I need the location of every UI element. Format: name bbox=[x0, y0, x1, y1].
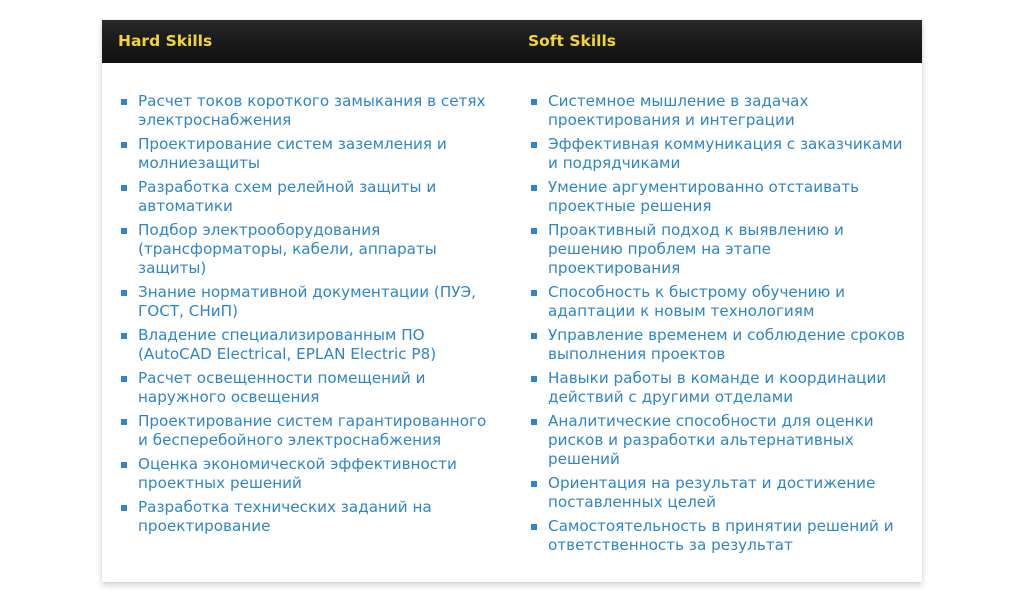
list-item bbox=[528, 474, 908, 512]
soft-skill-text: Способность к быстрому обучению и адаптации к новым технологиям bbox=[548, 283, 846, 320]
list-item bbox=[528, 221, 908, 278]
soft-skill-text: Системное мышление в задачах проектирования и интеграции bbox=[548, 92, 809, 129]
hard-skill-text: Расчет токов короткого замыкания в сетях электроснабжения bbox=[138, 92, 486, 129]
list-item bbox=[528, 326, 908, 364]
list-item bbox=[118, 326, 498, 364]
hard-skill-text: Проектирование систем заземления и молниезащиты bbox=[138, 135, 447, 172]
soft-skills-list bbox=[528, 92, 908, 555]
square-bullet-icon bbox=[121, 290, 127, 296]
square-bullet-icon bbox=[531, 376, 537, 382]
hard-skill-text: Разработка технических заданий на проектирование bbox=[138, 498, 432, 535]
hard-skill-text: Подбор электрооборудования (трансформаторы, кабели, аппараты защиты) bbox=[138, 221, 437, 277]
list-item bbox=[118, 135, 498, 173]
square-bullet-icon bbox=[121, 419, 127, 425]
soft-skill-text: Управление временем и соблюдение сроков выполнения проектов bbox=[548, 326, 906, 363]
square-bullet-icon bbox=[531, 333, 537, 339]
square-bullet-icon bbox=[121, 376, 127, 382]
hard-skills-heading: Hard Skills bbox=[118, 32, 213, 50]
square-bullet-icon bbox=[121, 185, 127, 191]
soft-skill-text: Проактивный подход к выявлению и решению проблем на этапе проектирования bbox=[548, 221, 844, 277]
hard-skill-text: Знание нормативной документации (ПУЭ, ГОСТ, СНиП) bbox=[138, 283, 476, 320]
hard-skill-text: Проектирование систем гарантированного и бесперебойного электроснабжения bbox=[138, 412, 487, 449]
square-bullet-icon bbox=[531, 185, 537, 191]
list-item bbox=[528, 92, 908, 130]
list-item bbox=[118, 412, 498, 450]
hard-skill-text: Расчет освещенности помещений и наружного освещения bbox=[138, 369, 426, 406]
square-bullet-icon bbox=[531, 524, 537, 530]
soft-skill-text: Эффективная коммуникация с заказчиками и подрядчиками bbox=[548, 135, 903, 172]
soft-skill-text: Ориентация на результат и достижение поставленных целей bbox=[548, 474, 876, 511]
hard-skills-list bbox=[118, 92, 498, 536]
square-bullet-icon bbox=[121, 462, 127, 468]
list-item bbox=[528, 283, 908, 321]
list-item bbox=[118, 369, 498, 407]
list-item bbox=[118, 498, 498, 536]
square-bullet-icon bbox=[531, 228, 537, 234]
hard-skill-text: Разработка схем релейной защиты и автоматики bbox=[138, 178, 437, 215]
list-item bbox=[118, 455, 498, 493]
soft-skill-text: Навыки работы в команде и координации действий с другими отделами bbox=[548, 369, 887, 406]
square-bullet-icon bbox=[531, 419, 537, 425]
square-bullet-icon bbox=[531, 481, 537, 487]
soft-skill-text: Самостоятельность в принятии решений и ответственность за результат bbox=[548, 517, 894, 554]
hard-skills-column bbox=[102, 92, 512, 560]
list-item bbox=[528, 517, 908, 555]
square-bullet-icon bbox=[121, 333, 127, 339]
list-item bbox=[528, 412, 908, 469]
square-bullet-icon bbox=[531, 142, 537, 148]
list-item bbox=[528, 178, 908, 216]
list-item bbox=[528, 135, 908, 173]
soft-skill-text: Умение аргументированно отстаивать проектные решения bbox=[548, 178, 860, 215]
square-bullet-icon bbox=[531, 290, 537, 296]
square-bullet-icon bbox=[121, 99, 127, 105]
square-bullet-icon bbox=[121, 228, 127, 234]
square-bullet-icon bbox=[121, 505, 127, 511]
skills-table bbox=[102, 20, 922, 582]
list-item bbox=[118, 178, 498, 216]
soft-skills-heading: Soft Skills bbox=[528, 32, 616, 50]
table-header bbox=[102, 20, 922, 63]
square-bullet-icon bbox=[121, 142, 127, 148]
hard-skill-text: Владение специализированным ПО (AutoCAD Electrical, EPLAN Electric P8) bbox=[138, 326, 437, 363]
list-item bbox=[118, 92, 498, 130]
soft-skills-column bbox=[512, 92, 922, 560]
list-item bbox=[528, 369, 908, 407]
soft-skill-text: Аналитические способности для оценки рисков и разработки альтернативных решений bbox=[548, 412, 874, 468]
square-bullet-icon bbox=[531, 99, 537, 105]
list-item bbox=[118, 283, 498, 321]
table-body bbox=[102, 63, 922, 560]
hard-skill-text: Оценка экономической эффективности проектных решений bbox=[138, 455, 457, 492]
list-item bbox=[118, 221, 498, 278]
